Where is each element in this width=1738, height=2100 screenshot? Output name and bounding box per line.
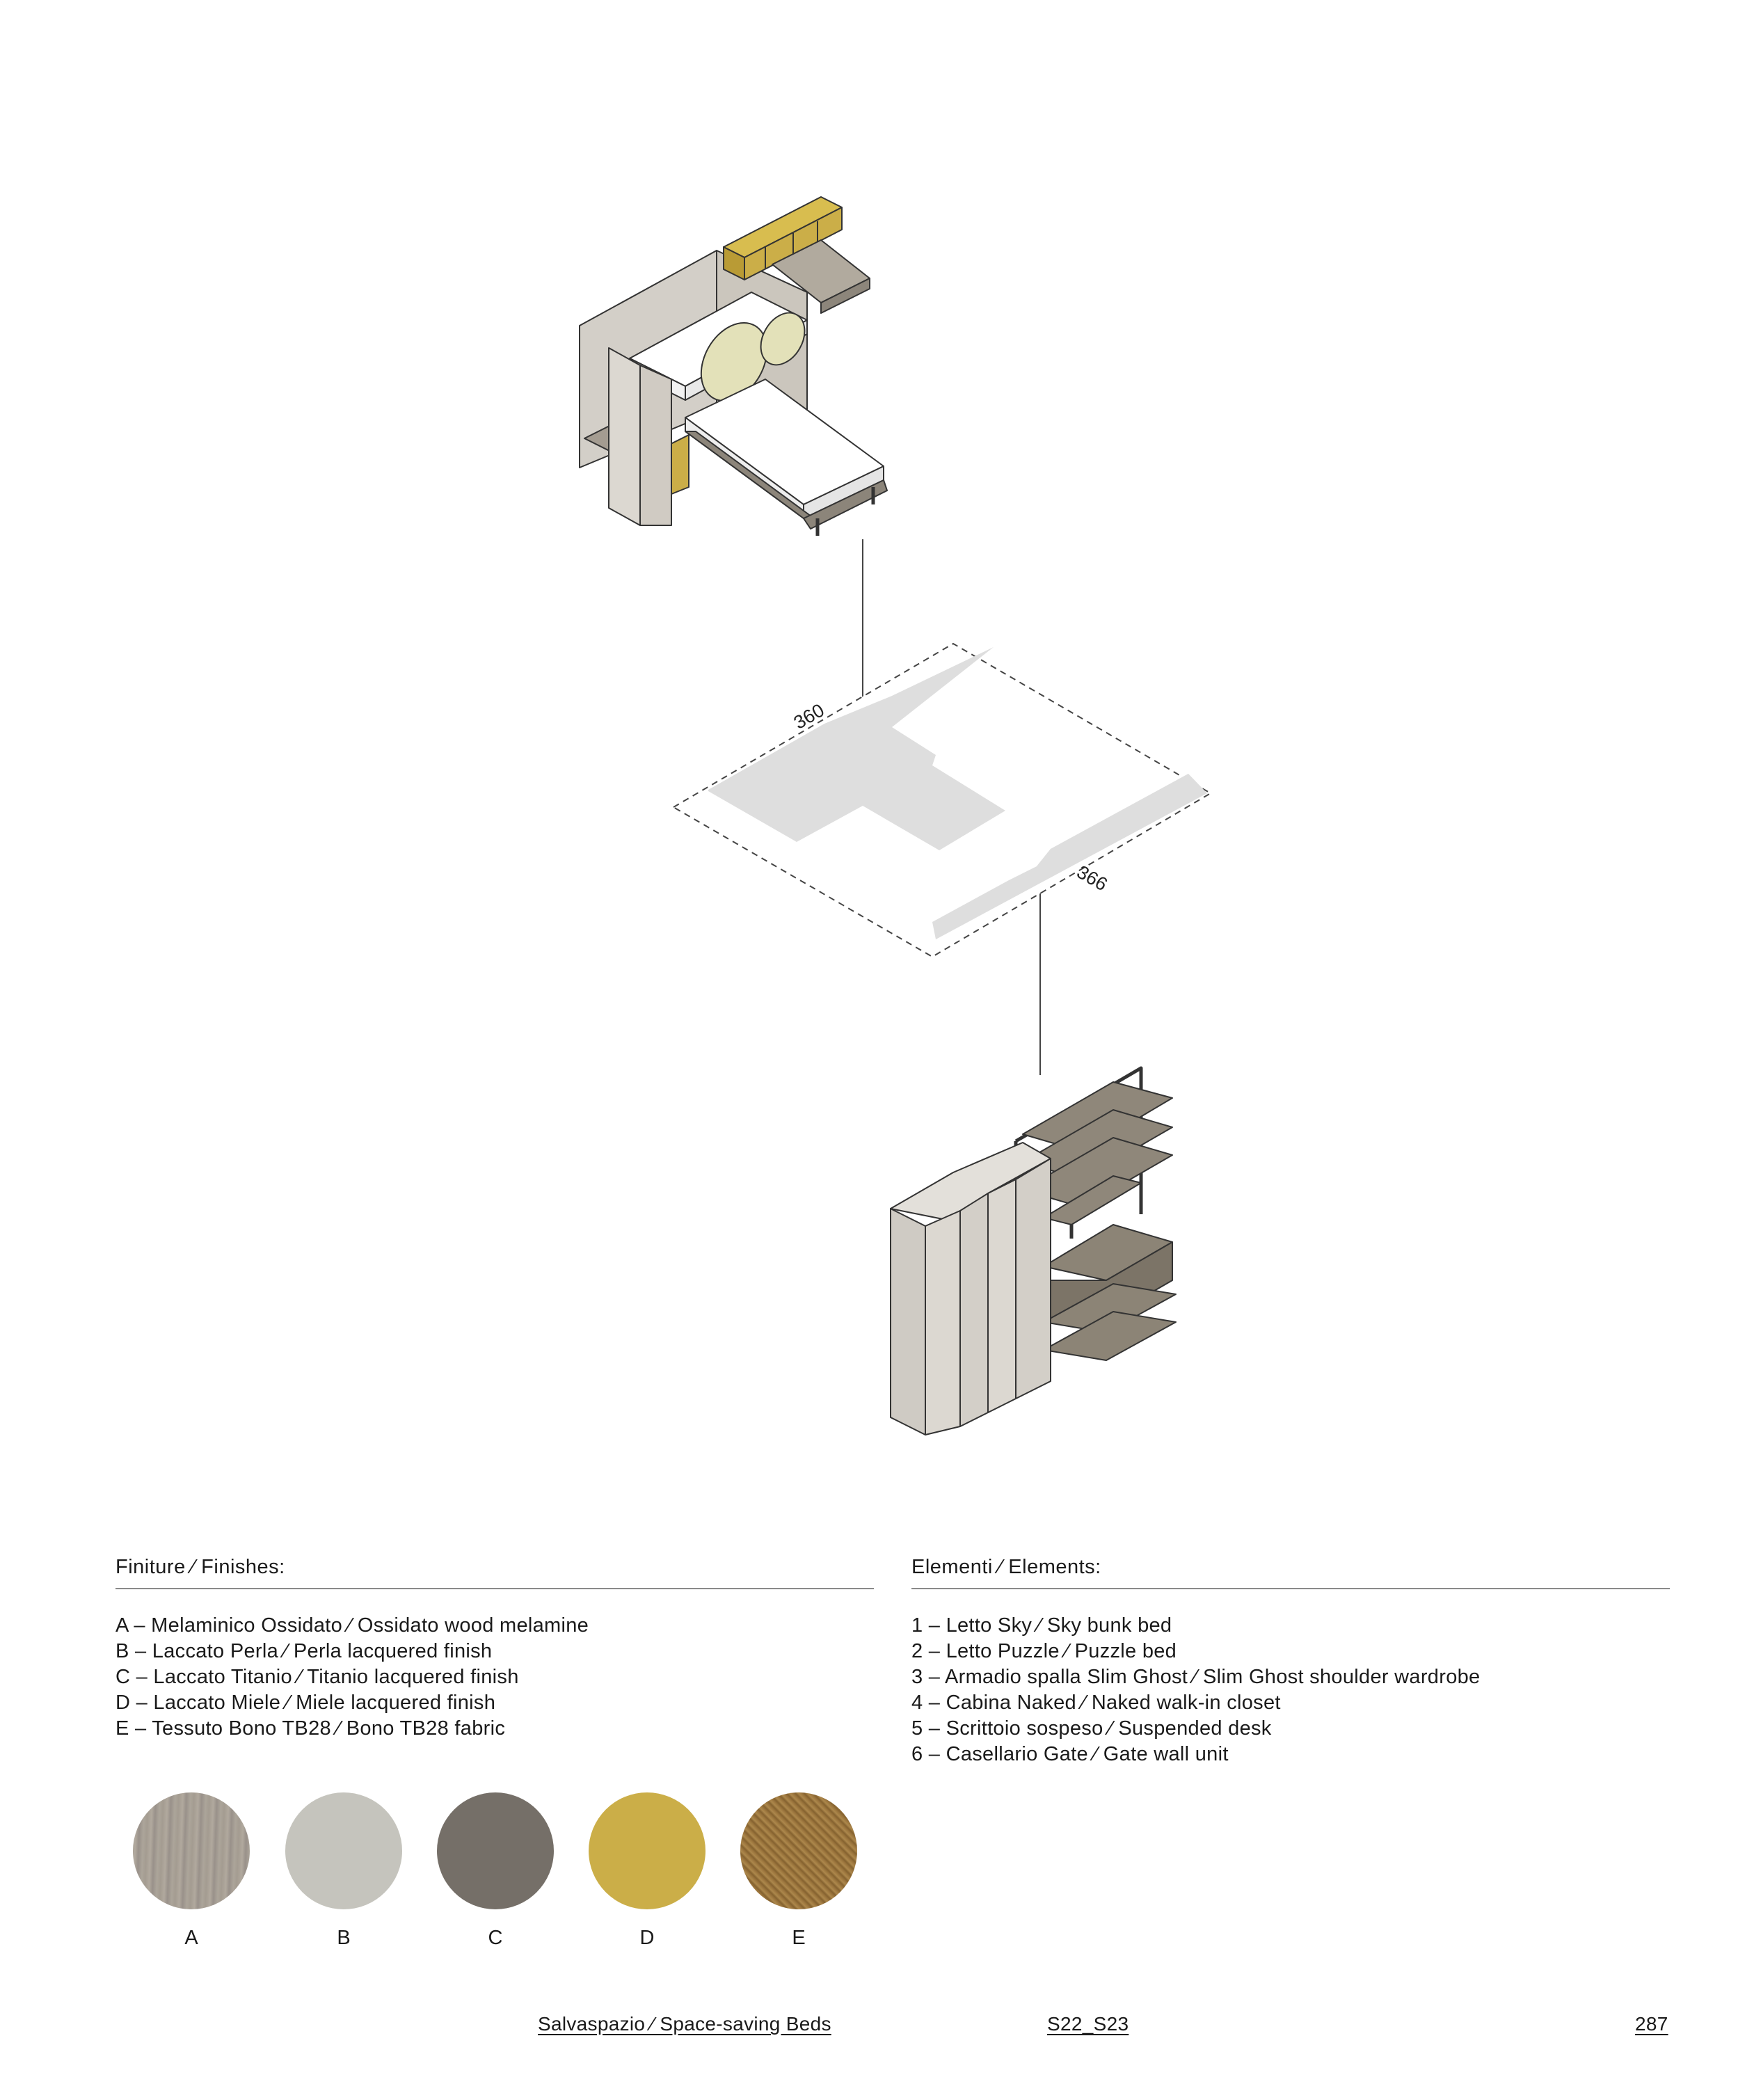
swatch-label-b: B bbox=[337, 1927, 351, 1949]
swatch-d bbox=[589, 1792, 705, 1909]
finishes-title: Finiture ⁄ Finishes: bbox=[115, 1556, 285, 1578]
elements-title: Elementi ⁄ Elements: bbox=[911, 1556, 1101, 1578]
list-item: 4 – Cabina Naked ⁄ Naked walk-in closet bbox=[911, 1692, 1281, 1714]
swatch-b bbox=[285, 1792, 402, 1909]
list-item: A – Melaminico Ossidato ⁄ Ossidato wood melamine bbox=[115, 1614, 589, 1637]
list-item: D – Laccato Miele ⁄ Miele lacquered finish bbox=[115, 1692, 496, 1714]
swatch-label-c: C bbox=[488, 1927, 503, 1949]
wardrobe-drawing bbox=[891, 1068, 1176, 1435]
list-item: 2 – Letto Puzzle ⁄ Puzzle bed bbox=[911, 1640, 1177, 1662]
swatch-label-d: D bbox=[639, 1927, 655, 1949]
dimension-width: 360 bbox=[790, 699, 828, 733]
elements-divider bbox=[911, 1588, 1670, 1589]
list-item: 1 – Letto Sky ⁄ Sky bunk bed bbox=[911, 1614, 1172, 1637]
finishes-list bbox=[115, 1613, 589, 1742]
swatch-a bbox=[133, 1792, 250, 1909]
elements-list bbox=[911, 1613, 1480, 1767]
bunk-bed-drawing bbox=[580, 197, 887, 536]
footer-code-link[interactable]: S22_S23 bbox=[1047, 2013, 1129, 2035]
page-number[interactable]: 287 bbox=[1635, 2013, 1668, 2035]
list-item: 3 – Armadio spalla Slim Ghost ⁄ Slim Ghost shoulder wardrobe bbox=[911, 1666, 1481, 1688]
swatch-label-a: A bbox=[184, 1927, 198, 1949]
list-item: 6 – Casellario Gate ⁄ Gate wall unit bbox=[911, 1743, 1229, 1765]
floor-plan bbox=[673, 644, 1211, 957]
footer-section-link[interactable]: Salvaspazio ⁄ Space-saving Beds bbox=[538, 2013, 831, 2035]
list-item: 5 – Scrittoio sospeso ⁄ Suspended desk bbox=[911, 1717, 1272, 1740]
list-item: C – Laccato Titanio ⁄ Titanio lacquered finish bbox=[115, 1666, 519, 1688]
swatch-c bbox=[437, 1792, 554, 1909]
swatch-label-e: E bbox=[792, 1927, 806, 1949]
list-item: E – Tessuto Bono TB28 ⁄ Bono TB28 fabric bbox=[115, 1717, 506, 1740]
swatch-e bbox=[740, 1792, 857, 1909]
list-item: B – Laccato Perla ⁄ Perla lacquered finish bbox=[115, 1640, 493, 1662]
dimension-depth: 366 bbox=[1073, 861, 1111, 896]
finishes-divider bbox=[115, 1588, 874, 1589]
